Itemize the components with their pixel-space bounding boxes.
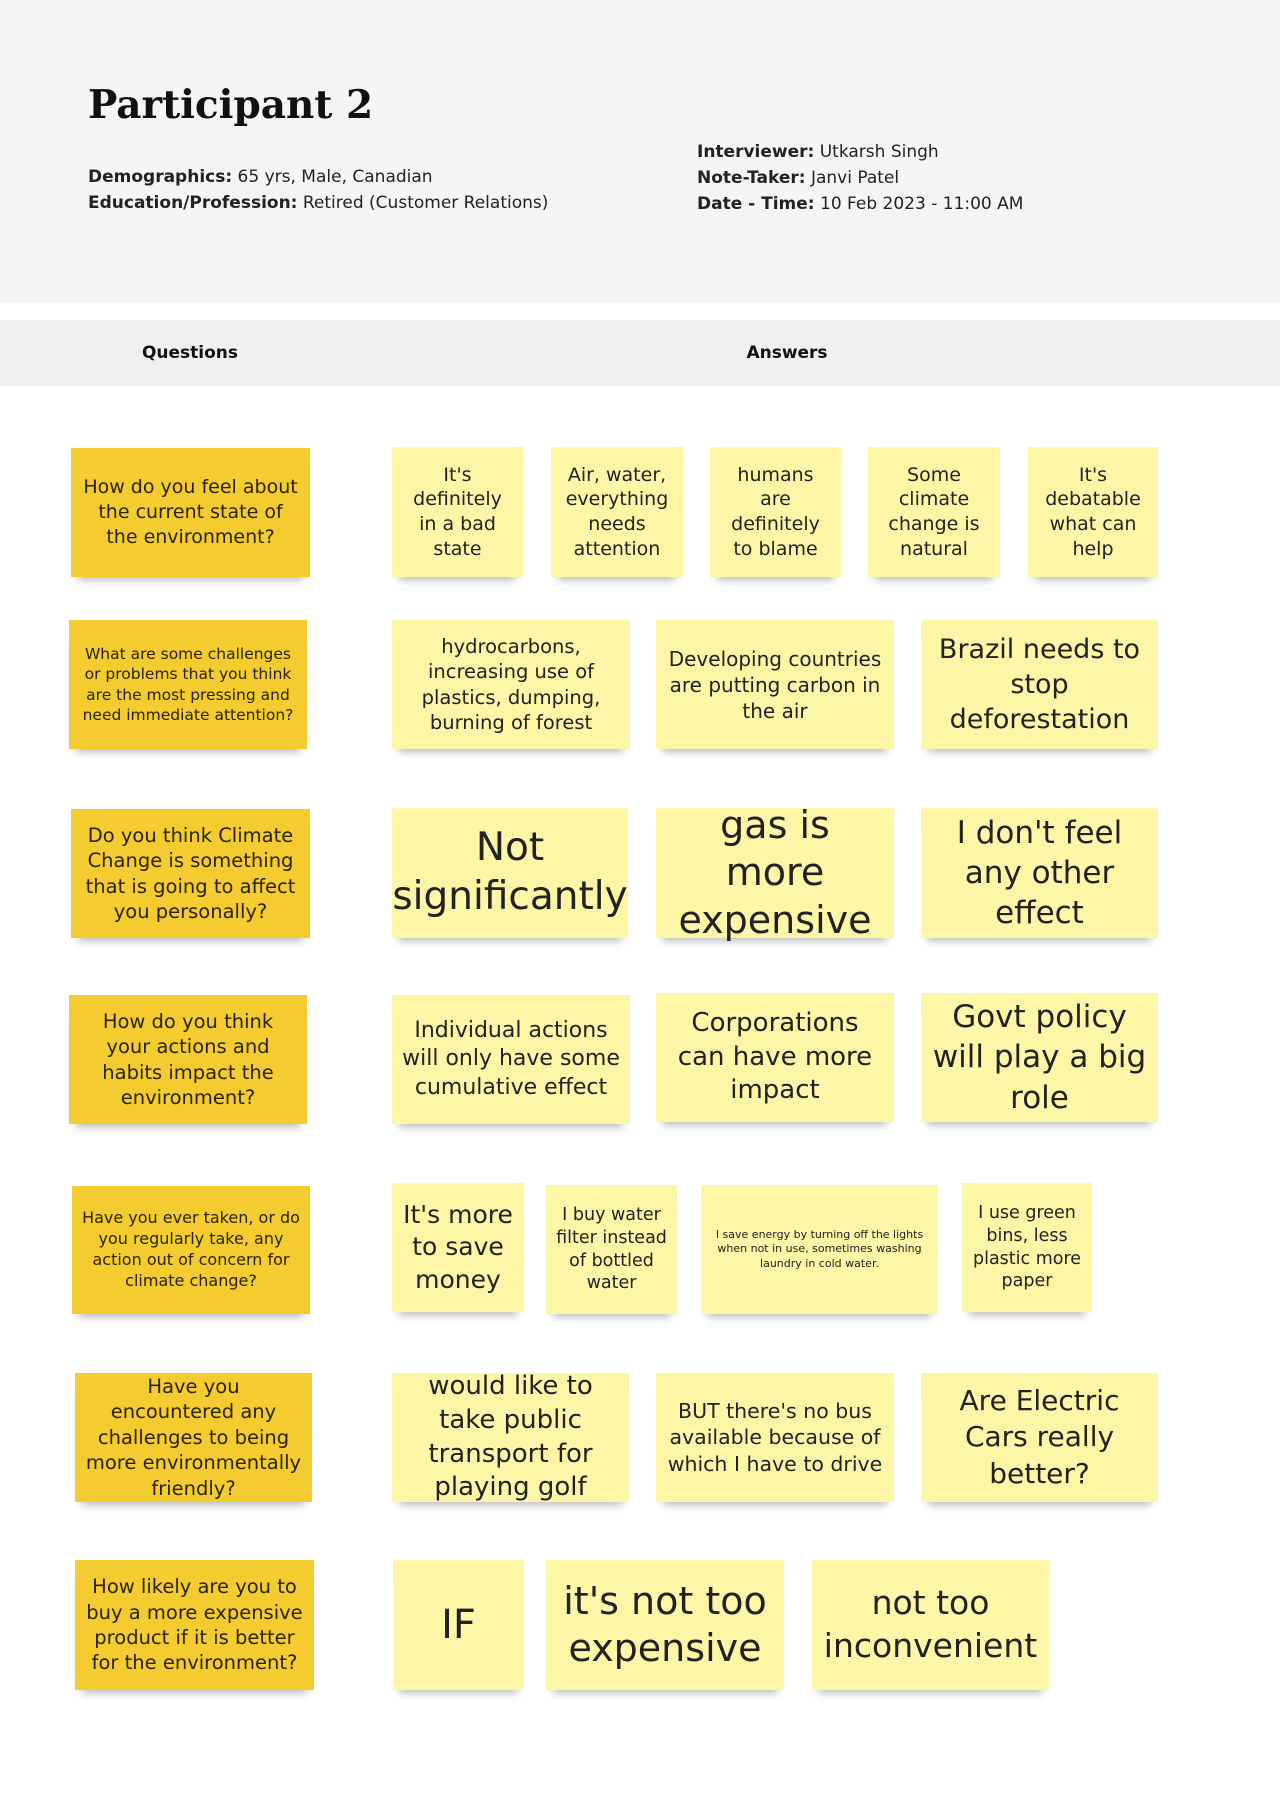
notetaker-label: Note-Taker: <box>697 168 806 188</box>
answer-note: I don't feel any other effect <box>921 808 1158 938</box>
answer-note: Are Electric Cars really better? <box>921 1373 1158 1502</box>
page-title: Participant 2 <box>88 82 374 128</box>
answer-note: not too inconvenient <box>812 1560 1049 1690</box>
answer-note: Corporations can have more impact <box>656 993 894 1122</box>
answer-note: Govt policy will play a big role <box>921 993 1158 1122</box>
answer-note: Air, water, everything needs attention <box>551 447 683 577</box>
demographics-label: Demographics: <box>88 167 233 187</box>
answer-note: Developing countries are putting carbon in the air <box>656 620 894 749</box>
demographics-line <box>88 164 548 190</box>
question-note: Have you encountered any challenges to being more environmentally friendly? <box>75 1373 312 1502</box>
answer-note: I save energy by turning off the lights when not in use, sometimes washing laundry in cold water. <box>701 1185 938 1314</box>
education-line <box>88 190 548 216</box>
question-note: How likely are you to buy a more expensive product if it is better for the environment? <box>75 1560 314 1690</box>
answer-note: Brazil needs to stop deforestation <box>921 620 1158 749</box>
datetime-line <box>697 191 1023 217</box>
question-note: How do you feel about the current state of the environment? <box>71 448 310 577</box>
answer-note: IF <box>393 1560 524 1690</box>
answer-note: It's debatable what can help <box>1028 447 1158 577</box>
interview-info <box>697 139 1023 217</box>
answers-column-header: Answers <box>746 343 828 363</box>
question-note: What are some challenges or problems that you think are the most pressing and need immediate attention? <box>69 620 307 749</box>
questions-column-header: Questions <box>141 343 239 363</box>
interviewer-label: Interviewer: <box>697 142 815 162</box>
question-note: Have you ever taken, or do you regularly take, any action out of concern for climate change? <box>72 1186 310 1314</box>
answer-note: it's not too expensive <box>546 1560 784 1690</box>
answer-note: Some climate change is natural <box>868 447 1000 577</box>
datetime-label: Date - Time: <box>697 194 815 214</box>
answer-note: BUT there's no bus available because of which I have to drive <box>656 1373 894 1502</box>
answer-note: humans are definitely to blame <box>710 447 841 577</box>
answer-note: hydrocarbons, increasing use of plastics, dumping, burning of forest <box>392 620 630 749</box>
interviewer-value: Utkarsh Singh <box>814 142 939 162</box>
answer-note: Not significantly <box>392 808 628 938</box>
answer-note: It's more to save money <box>392 1183 524 1312</box>
notetaker-line <box>697 165 1023 191</box>
demographics-value: 65 yrs, Male, Canadian <box>232 167 433 187</box>
notetaker-value: Janvi Patel <box>805 168 900 188</box>
education-value: Retired (Customer Relations) <box>297 193 549 213</box>
question-note: Do you think Climate Change is something that is going to affect you personally? <box>71 809 310 938</box>
header-section <box>0 0 1280 303</box>
answer-note: I buy water filter instead of bottled water <box>546 1185 677 1314</box>
answer-note: It's definitely in a bad state <box>392 447 523 577</box>
answer-note: would like to take public transport for playing golf <box>392 1373 629 1502</box>
answer-note: Individual actions will only have some cumulative effect <box>392 995 630 1124</box>
question-note: How do you think your actions and habits impact the environment? <box>69 995 307 1124</box>
datetime-value: 10 Feb 2023 - 11:00 AM <box>814 194 1024 214</box>
participant-info <box>88 164 548 216</box>
interviewer-line <box>697 139 1023 165</box>
answer-note: gas is more expensive <box>656 808 894 938</box>
answer-note: I use green bins, less plastic more paper <box>962 1183 1092 1312</box>
education-label: Education/Profession: <box>88 193 298 213</box>
